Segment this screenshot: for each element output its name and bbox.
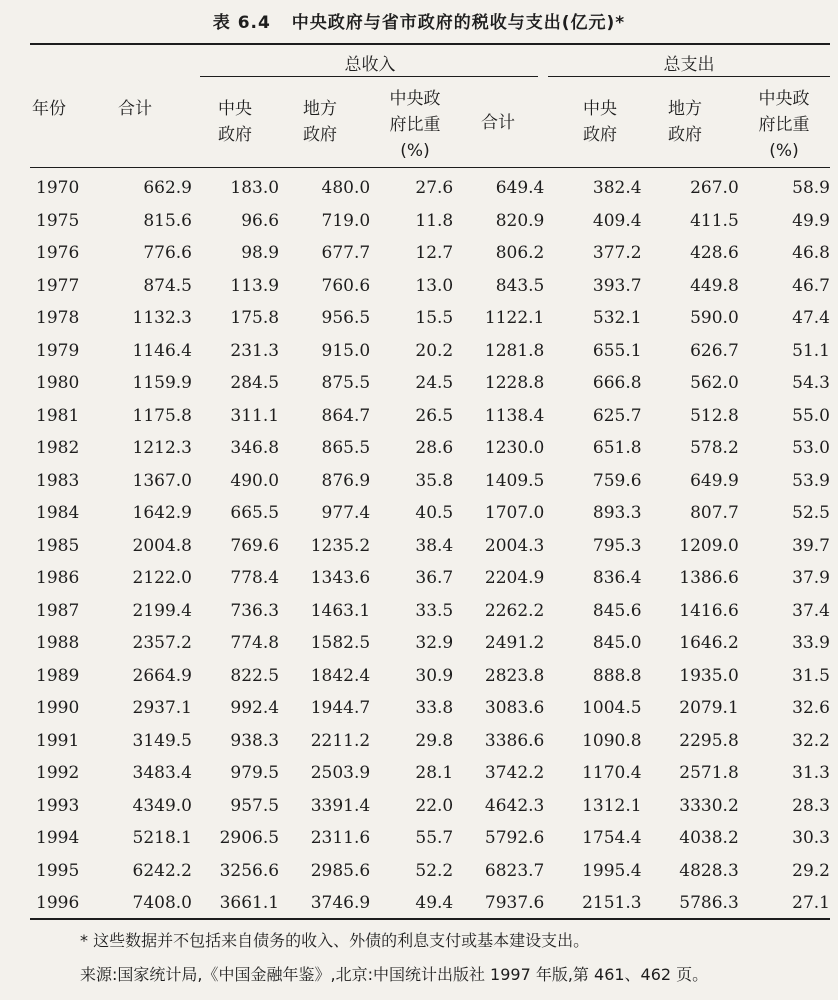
cell-exp-local: 626.7 xyxy=(690,340,739,361)
cell-rev-central: 231.3 xyxy=(230,340,280,361)
cell-rev-central: 96.6 xyxy=(241,210,280,231)
cell-rev-total: 6823.7 xyxy=(484,860,545,881)
cell-exp-central: 377.2 xyxy=(592,243,642,264)
cell-rev-local: 1463.1 xyxy=(310,600,371,621)
cell-year: 1976 xyxy=(36,243,80,264)
cell-exp-share: 52.5 xyxy=(792,503,830,524)
cell-rev-share: 38.4 xyxy=(415,535,454,556)
expenditure-group-header: 总支出 xyxy=(663,55,715,75)
cell-total: 7408.0 xyxy=(132,893,192,914)
cell-rev-total: 1409.5 xyxy=(484,470,545,491)
table-row xyxy=(30,790,830,823)
cell-rev-central: 774.8 xyxy=(230,633,280,654)
cell-exp-share: 28.3 xyxy=(792,795,830,816)
cell-rev-local: 2211.2 xyxy=(310,730,371,751)
cell-rev-local: 864.7 xyxy=(321,405,371,426)
cell-total: 3149.5 xyxy=(132,730,192,751)
cell-rev-share: 36.7 xyxy=(415,568,454,589)
cell-exp-local: 267.0 xyxy=(690,178,739,199)
cell-exp-central: 845.6 xyxy=(592,600,642,621)
cell-total: 1175.8 xyxy=(132,405,192,426)
cell-year: 1992 xyxy=(36,763,80,784)
cell-rev-total: 2004.3 xyxy=(484,535,545,556)
cell-rev-total: 820.9 xyxy=(495,210,545,231)
table-row xyxy=(30,725,830,758)
cell-exp-local: 1416.6 xyxy=(679,600,739,621)
cell-rev-central: 175.8 xyxy=(230,308,280,329)
cell-exp-central: 888.8 xyxy=(592,665,642,686)
cell-rev-central: 957.5 xyxy=(230,795,280,816)
cell-exp-share: 58.9 xyxy=(792,178,830,199)
cell-exp-local: 562.0 xyxy=(690,373,739,394)
cell-year: 1985 xyxy=(36,535,80,556)
cell-exp-share: 37.9 xyxy=(792,568,830,589)
cell-rev-local: 677.7 xyxy=(321,243,371,264)
cell-exp-central: 1090.8 xyxy=(582,730,642,751)
cell-exp-share: 37.4 xyxy=(792,600,830,621)
cell-exp-central: 393.7 xyxy=(592,275,642,296)
cell-total: 1367.0 xyxy=(132,470,192,491)
table-row xyxy=(30,367,830,400)
cell-rev-local: 865.5 xyxy=(321,438,371,459)
cell-rev-central: 183.0 xyxy=(230,178,280,199)
cell-rev-share: 52.2 xyxy=(415,860,454,881)
cell-exp-local: 449.8 xyxy=(690,275,739,296)
cell-rev-central: 2906.5 xyxy=(219,828,280,849)
table-title xyxy=(0,8,838,33)
cell-exp-share: 54.3 xyxy=(792,373,830,394)
cell-rev-total: 2204.9 xyxy=(484,568,545,589)
cell-total: 2664.9 xyxy=(132,665,192,686)
cell-rev-central: 284.5 xyxy=(230,373,280,394)
cell-rev-total: 1228.8 xyxy=(484,373,545,394)
cell-rev-share: 35.8 xyxy=(415,470,454,491)
cell-rev-total: 806.2 xyxy=(495,243,545,264)
cell-exp-share: 33.9 xyxy=(792,633,830,654)
cell-total: 1146.4 xyxy=(132,340,192,361)
cell-rev-local: 1582.5 xyxy=(310,633,371,654)
data-table xyxy=(30,172,830,920)
cell-total: 2357.2 xyxy=(132,633,192,654)
cell-rev-local: 1944.7 xyxy=(310,698,371,719)
cell-rev-total: 5792.6 xyxy=(484,828,545,849)
cell-exp-local: 3330.2 xyxy=(679,795,739,816)
table-row xyxy=(30,302,830,335)
cell-exp-share: 55.0 xyxy=(792,405,830,426)
cell-year: 1984 xyxy=(36,503,80,524)
cell-year: 1977 xyxy=(36,275,80,296)
cell-year: 1986 xyxy=(36,568,80,589)
cell-exp-local: 1646.2 xyxy=(679,633,739,654)
cell-exp-central: 655.1 xyxy=(592,340,642,361)
cell-rev-central: 736.3 xyxy=(230,600,280,621)
cell-exp-local: 428.6 xyxy=(690,243,739,264)
cell-exp-local: 4828.3 xyxy=(679,860,739,881)
table-row xyxy=(30,400,830,433)
cell-rev-share: 30.9 xyxy=(415,665,454,686)
cell-rev-central: 822.5 xyxy=(230,665,280,686)
cell-exp-central: 666.8 xyxy=(592,373,642,394)
table-row xyxy=(30,595,830,628)
table-caption: 中央政府与省市政府的税收与支出(亿元)* xyxy=(291,13,626,33)
cell-year: 1996 xyxy=(36,893,80,914)
cell-year: 1978 xyxy=(36,308,80,329)
cell-exp-local: 1935.0 xyxy=(679,665,739,686)
cell-exp-local: 2295.8 xyxy=(679,730,739,751)
cell-exp-share: 30.3 xyxy=(792,828,830,849)
cell-exp-local: 5786.3 xyxy=(679,893,739,914)
cell-rev-share: 27.6 xyxy=(415,178,454,199)
revenue-group-header: 总收入 xyxy=(344,55,396,75)
cell-total: 662.9 xyxy=(143,178,192,199)
cell-rev-local: 2503.9 xyxy=(310,763,371,784)
cell-rev-total: 2262.2 xyxy=(484,600,545,621)
col-header-rev-total: 合计 xyxy=(481,113,515,133)
cell-rev-total: 1707.0 xyxy=(484,503,545,524)
table-row xyxy=(30,660,830,693)
cell-exp-local: 590.0 xyxy=(690,308,739,329)
cell-year: 1975 xyxy=(36,210,80,231)
cell-total: 1132.3 xyxy=(132,308,192,329)
cell-rev-total: 3083.6 xyxy=(484,698,545,719)
source-note: 来源:国家统计局,《中国金融年鉴》,北京:中国统计出版社 1997 年版,第 461、462 页。 xyxy=(80,965,709,984)
cell-rev-local: 3746.9 xyxy=(310,893,371,914)
cell-rev-total: 1281.8 xyxy=(484,340,545,361)
cell-exp-share: 31.3 xyxy=(792,763,830,784)
cell-rev-central: 3256.6 xyxy=(219,860,280,881)
cell-rev-central: 3661.1 xyxy=(219,893,280,914)
bottom-rule xyxy=(30,918,830,920)
cell-exp-central: 532.1 xyxy=(592,308,642,329)
footnote: * 这些数据并不包括来自债务的收入、外债的利息支付或基本建设支出。 xyxy=(80,931,590,950)
cell-rev-share: 28.6 xyxy=(415,438,454,459)
col-header-exp-central: 中央 政府 xyxy=(583,99,617,145)
table-row xyxy=(30,205,830,238)
cell-rev-total: 2491.2 xyxy=(484,633,545,654)
cell-year: 1987 xyxy=(36,600,80,621)
cell-year: 1970 xyxy=(36,178,80,199)
cell-rev-local: 876.9 xyxy=(321,470,371,491)
cell-exp-share: 53.9 xyxy=(792,470,830,491)
cell-rev-total: 1122.1 xyxy=(484,308,545,329)
cell-rev-share: 13.0 xyxy=(415,275,454,296)
cell-exp-share: 27.1 xyxy=(792,893,830,914)
cell-rev-total: 1138.4 xyxy=(484,405,545,426)
cell-year: 1991 xyxy=(36,730,80,751)
cell-rev-share: 33.5 xyxy=(415,600,454,621)
cell-year: 1983 xyxy=(36,470,80,491)
cell-exp-local: 1386.6 xyxy=(679,568,739,589)
cell-exp-central: 759.6 xyxy=(592,470,642,491)
cell-total: 1212.3 xyxy=(132,438,192,459)
cell-rev-total: 843.5 xyxy=(495,275,545,296)
cell-total: 6242.2 xyxy=(132,860,192,881)
cell-rev-local: 956.5 xyxy=(321,308,371,329)
cell-total: 5218.1 xyxy=(132,828,192,849)
cell-exp-central: 1995.4 xyxy=(582,860,642,881)
cell-rev-central: 98.9 xyxy=(241,243,280,264)
cell-rev-share: 40.5 xyxy=(415,503,454,524)
cell-year: 1982 xyxy=(36,438,80,459)
cell-exp-central: 651.8 xyxy=(592,438,642,459)
table-row xyxy=(30,562,830,595)
cell-exp-central: 1170.4 xyxy=(582,763,642,784)
cell-exp-central: 409.4 xyxy=(592,210,642,231)
table-row xyxy=(30,432,830,465)
cell-exp-central: 836.4 xyxy=(592,568,642,589)
cell-rev-share: 28.1 xyxy=(415,763,454,784)
cell-exp-central: 2151.3 xyxy=(582,893,642,914)
cell-rev-local: 760.6 xyxy=(321,275,371,296)
table-row xyxy=(30,465,830,498)
table-row xyxy=(30,270,830,303)
cell-exp-central: 382.4 xyxy=(592,178,642,199)
cell-rev-total: 3386.6 xyxy=(484,730,545,751)
cell-rev-central: 665.5 xyxy=(230,503,280,524)
cell-year: 1993 xyxy=(36,795,80,816)
cell-year: 1980 xyxy=(36,373,80,394)
table-row xyxy=(30,530,830,563)
cell-rev-share: 55.7 xyxy=(415,828,454,849)
cell-exp-central: 1004.5 xyxy=(582,698,642,719)
cell-rev-share: 12.7 xyxy=(415,243,454,264)
cell-rev-share: 32.9 xyxy=(415,633,454,654)
cell-exp-share: 32.2 xyxy=(792,730,830,751)
cell-rev-central: 346.8 xyxy=(230,438,280,459)
table-row xyxy=(30,497,830,530)
cell-rev-total: 3742.2 xyxy=(484,763,545,784)
table-row xyxy=(30,757,830,790)
cell-year: 1989 xyxy=(36,665,80,686)
table-row xyxy=(30,855,830,888)
cell-rev-local: 719.0 xyxy=(321,210,371,231)
cell-exp-share: 29.2 xyxy=(792,860,830,881)
cell-exp-local: 4038.2 xyxy=(679,828,739,849)
cell-exp-share: 46.8 xyxy=(792,243,830,264)
cell-total: 1159.9 xyxy=(132,373,192,394)
cell-rev-central: 778.4 xyxy=(230,568,280,589)
cell-total: 1642.9 xyxy=(132,503,192,524)
cell-total: 3483.4 xyxy=(132,763,192,784)
cell-rev-share: 20.2 xyxy=(415,340,454,361)
cell-year: 1990 xyxy=(36,698,80,719)
cell-exp-share: 51.1 xyxy=(792,340,830,361)
table-row xyxy=(30,822,830,855)
cell-rev-total: 649.4 xyxy=(495,178,545,199)
cell-total: 4349.0 xyxy=(132,795,192,816)
cell-exp-local: 807.7 xyxy=(690,503,739,524)
top-rule xyxy=(30,43,830,45)
cell-exp-local: 649.9 xyxy=(690,470,739,491)
cell-rev-total: 1230.0 xyxy=(484,438,545,459)
cell-total: 2937.1 xyxy=(132,698,192,719)
cell-rev-local: 2311.6 xyxy=(310,828,371,849)
header-rule xyxy=(30,167,830,168)
table-row xyxy=(30,335,830,368)
cell-rev-local: 3391.4 xyxy=(310,795,371,816)
table-row xyxy=(30,887,830,920)
cell-total: 815.6 xyxy=(143,210,192,231)
cell-rev-local: 915.0 xyxy=(321,340,371,361)
table-row xyxy=(30,172,830,205)
cell-exp-share: 32.6 xyxy=(792,698,830,719)
cell-exp-share: 31.5 xyxy=(792,665,830,686)
cell-rev-central: 938.3 xyxy=(230,730,280,751)
revenue-group-rule xyxy=(200,76,538,77)
cell-rev-share: 22.0 xyxy=(415,795,454,816)
col-header-exp-share: 中央政 府比重 (%) xyxy=(758,89,810,161)
cell-rev-central: 311.1 xyxy=(230,405,280,426)
cell-rev-central: 979.5 xyxy=(230,763,280,784)
cell-rev-local: 480.0 xyxy=(321,178,371,199)
cell-exp-share: 49.9 xyxy=(792,210,830,231)
col-header-rev-central: 中央 政府 xyxy=(218,99,252,145)
cell-rev-local: 875.5 xyxy=(321,373,371,394)
cell-total: 2004.8 xyxy=(132,535,192,556)
cell-total: 776.6 xyxy=(143,243,192,264)
cell-rev-share: 15.5 xyxy=(415,308,454,329)
cell-year: 1994 xyxy=(36,828,80,849)
cell-year: 1995 xyxy=(36,860,80,881)
cell-exp-central: 845.0 xyxy=(592,633,642,654)
cell-rev-share: 26.5 xyxy=(415,405,454,426)
cell-rev-central: 113.9 xyxy=(230,275,280,296)
col-header-rev-share: 中央政 府比重 (%) xyxy=(389,89,441,161)
col-header-total: 合计 xyxy=(118,99,152,119)
cell-exp-share: 39.7 xyxy=(792,535,830,556)
cell-rev-central: 490.0 xyxy=(230,470,280,491)
cell-exp-central: 1754.4 xyxy=(582,828,642,849)
cell-rev-local: 1842.4 xyxy=(310,665,371,686)
cell-exp-share: 53.0 xyxy=(792,438,830,459)
table-row xyxy=(30,627,830,660)
cell-rev-share: 49.4 xyxy=(415,893,454,914)
cell-rev-total: 7937.6 xyxy=(484,893,545,914)
cell-rev-share: 33.8 xyxy=(415,698,454,719)
cell-exp-share: 47.4 xyxy=(792,308,830,329)
cell-rev-local: 1343.6 xyxy=(310,568,371,589)
cell-exp-local: 578.2 xyxy=(690,438,739,459)
cell-rev-total: 2823.8 xyxy=(484,665,545,686)
cell-exp-local: 2079.1 xyxy=(679,698,739,719)
cell-rev-share: 29.8 xyxy=(415,730,454,751)
cell-exp-local: 1209.0 xyxy=(679,535,739,556)
expenditure-group-rule xyxy=(548,76,830,77)
col-header-exp-local: 地方 政府 xyxy=(668,99,702,145)
cell-rev-local: 2985.6 xyxy=(310,860,371,881)
cell-exp-central: 625.7 xyxy=(592,405,642,426)
cell-exp-central: 795.3 xyxy=(592,535,642,556)
cell-rev-total: 4642.3 xyxy=(484,795,545,816)
cell-rev-share: 11.8 xyxy=(415,210,454,231)
cell-exp-share: 46.7 xyxy=(792,275,830,296)
cell-rev-local: 1235.2 xyxy=(310,535,371,556)
cell-exp-local: 411.5 xyxy=(690,210,739,231)
cell-rev-local: 977.4 xyxy=(321,503,371,524)
cell-total: 874.5 xyxy=(143,275,192,296)
col-header-year: 年份 xyxy=(32,99,66,119)
cell-exp-central: 1312.1 xyxy=(582,795,642,816)
cell-rev-central: 992.4 xyxy=(230,698,280,719)
cell-total: 2122.0 xyxy=(132,568,192,589)
cell-year: 1988 xyxy=(36,633,80,654)
table-number: 表 6.4 xyxy=(212,13,271,33)
cell-exp-central: 893.3 xyxy=(592,503,642,524)
cell-rev-share: 24.5 xyxy=(415,373,454,394)
cell-rev-central: 769.6 xyxy=(230,535,280,556)
cell-exp-local: 512.8 xyxy=(690,405,739,426)
cell-total: 2199.4 xyxy=(132,600,192,621)
cell-year: 1981 xyxy=(36,405,80,426)
cell-year: 1979 xyxy=(36,340,80,361)
table-row xyxy=(30,237,830,270)
col-header-rev-local: 地方 政府 xyxy=(303,99,337,145)
cell-exp-local: 2571.8 xyxy=(679,763,739,784)
table-row xyxy=(30,692,830,725)
